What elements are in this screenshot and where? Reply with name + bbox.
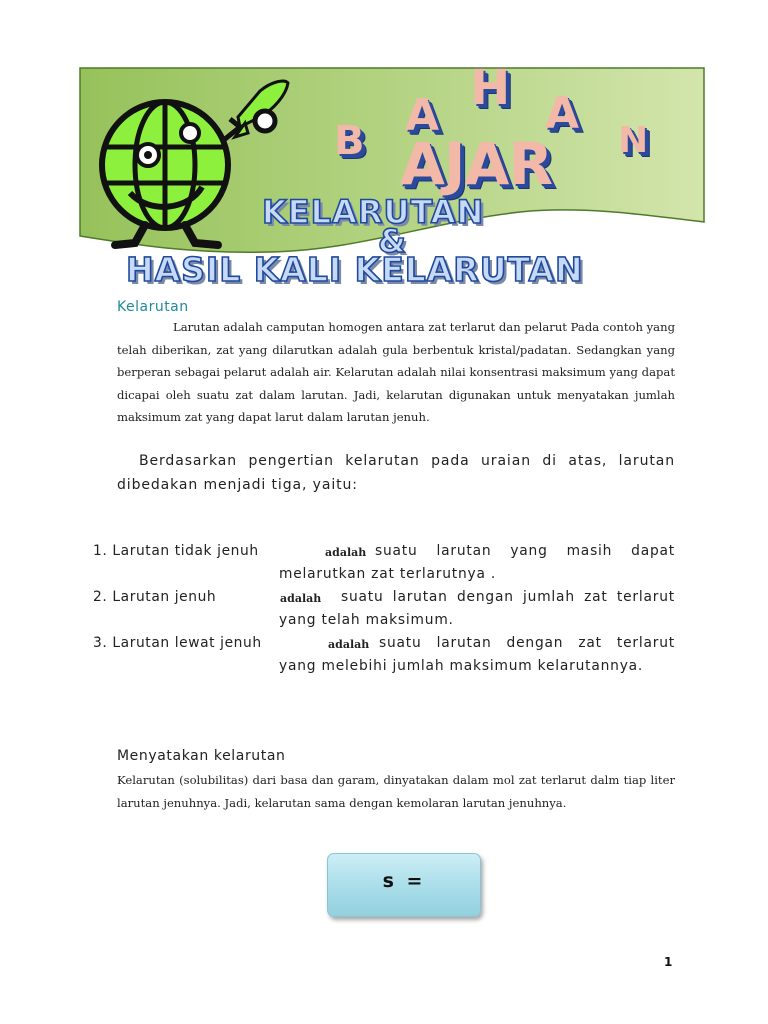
section-title-menyatakan-kelarutan: Menyatakan kelarutan: [117, 748, 286, 764]
list-item-adalah: adalah: [328, 638, 370, 651]
page-number: 1: [664, 955, 673, 969]
banner-title-line3: HASIL KALI KELARUTAN: [126, 250, 584, 289]
paragraph-definition: [117, 316, 675, 429]
banner-title-ampersand: &: [378, 222, 407, 260]
paragraph-classification-intro: [117, 449, 675, 497]
list-item-label: 2. Larutan jenuh: [93, 589, 217, 605]
formula-box: [327, 853, 481, 917]
formula-text: s =: [382, 870, 426, 892]
banner-letter-h: H: [470, 60, 511, 116]
list-item-label: 1. Larutan tidak jenuh: [93, 543, 259, 559]
paragraph-solubility: Kelarutan (solubilitas) dari basa dan garam, dinyatakan dalam mol zat terlarut dalm tiap liter larutan jenuhnya. Jadi, kelarutan sama dengan kemolaran larutan jenuhnya.: [117, 773, 675, 810]
paragraph-classification-intro-text: Berdasarkan pengertian kelarutan pada uraian di atas, larutan dibedakan menjadi tiga, yaitu:: [117, 453, 675, 493]
globe-rocket-mascot-icon: [90, 75, 290, 255]
banner-letter-a1: A: [405, 90, 440, 141]
banner-title-line1: KELARUTAN: [262, 193, 485, 231]
list-item-text: suatu larutan dengan jumlah zat terlarut yang telah maksimum.: [279, 589, 675, 628]
list-item-label: 3. Larutan lewat jenuh: [93, 635, 262, 651]
banner: [0, 0, 768, 300]
list-item: [93, 541, 675, 591]
section-title-kelarutan: Kelarutan: [117, 299, 189, 315]
list-item-adalah: adalah: [280, 592, 322, 605]
banner-letter-b: B: [334, 118, 365, 164]
list-item-text: suatu larutan dengan zat terlarut yang melebihi jumlah maksimum kelarutannya.: [279, 635, 675, 674]
list-item-text: suatu larutan yang masih dapat melarutkan zat terlarutnya .: [279, 543, 675, 582]
banner-letter-n: N: [618, 120, 649, 161]
list-item-adalah: adalah: [325, 546, 367, 559]
list-item: [93, 587, 675, 637]
paragraph-definition-text: Larutan adalah camputan homogen antara zat terlarut dan pelarut Pada contoh yang telah diberikan, zat yang dilarutkan adalah gula berbentuk kristal/padatan. Sedangkan yang berperan sebagai pelarut adalah air. Kelarutan adalah nilai konsentrasi maksimum yang dapat dicapai oleh suatu zat dalam larutan. Jadi, kelarutan digunakan untuk menyatakan jumlah maksimum zat yang dapat larut dalam larutan jenuh.: [117, 320, 675, 424]
banner-letter-a2: A: [545, 88, 580, 139]
list-item: [93, 633, 675, 705]
banner-word-ajar: AJAR: [400, 130, 553, 198]
